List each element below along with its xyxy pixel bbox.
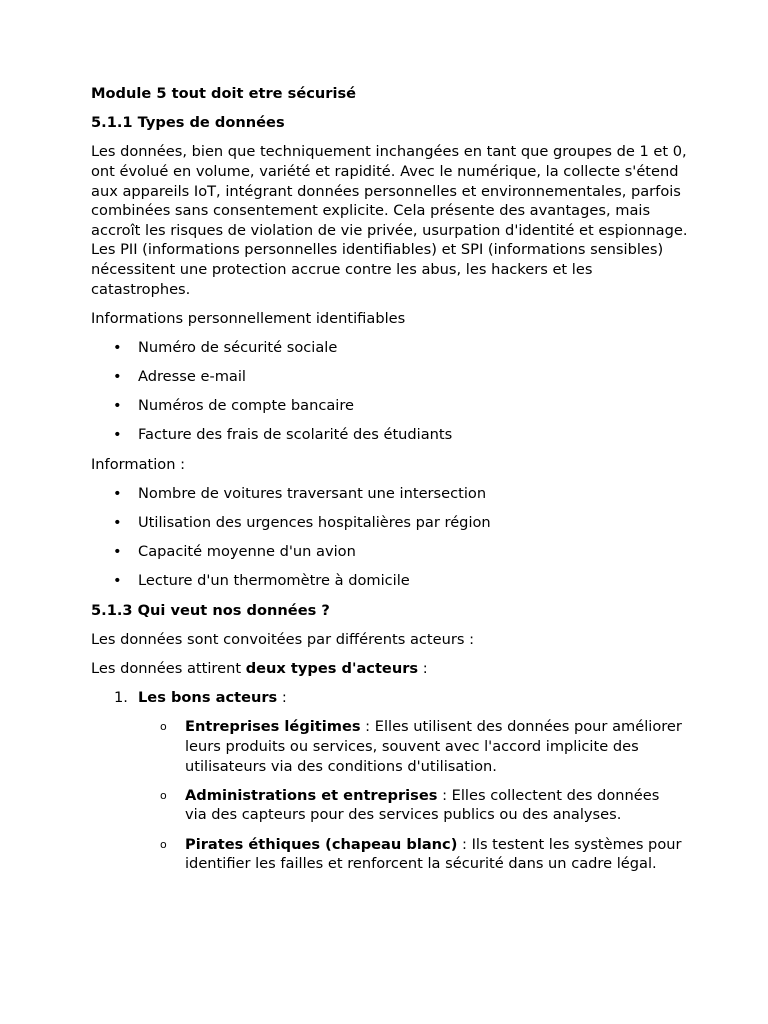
section-intro-who: Les données sont convoitées par différents acteurs : (91, 630, 475, 648)
sub-item-text: : Elles utilisent des données pour améliorer leurs produits ou services, souvent avec l'accord implicite des utilisateurs via des conditions d'utilisation. (185, 718, 682, 775)
pii-list (91, 338, 691, 445)
bullet-icon: • (113, 397, 122, 415)
attract-prefix: Les données attirent (91, 659, 246, 677)
list-item-good-actors (91, 688, 691, 874)
bullet-icon: • (113, 543, 122, 561)
list-item (91, 542, 691, 562)
section-paragraph-types: Les données, bien que techniquement inchangées en tant que groupes de 1 et 0, ont évolué en volume, variété et rapidité. Avec le numérique, la collecte s'étend aux appareils IoT, intégrant données personnelles et environnementales, parfois combinées sans consentement explicite. Cela présente des avantages, mais accroît les risques de violation de vie privée, usurpation d'identité et espionnage. Les PII (informations personnelles identifiables) et SPI (informations sensibles) nécessitent une protection accrue contre les abus, les hackers et les catastrophes. (91, 143, 688, 298)
bullet-icon: • (113, 572, 122, 590)
sub-item-bold: Pirates éthiques (chapeau blanc) (185, 835, 458, 853)
good-actors-suffix: : (277, 689, 287, 707)
attract-bold: deux types d'acteurs (245, 659, 419, 677)
sub-item-text: : Ils testent les systèmes pour identifier les failles et renforcent la sécurité dans un cadre légal. (185, 835, 682, 873)
circle-bullet-icon: o (160, 837, 167, 851)
list-item-text: Adresse e-mail (138, 368, 246, 386)
circle-bullet-icon: o (160, 788, 167, 802)
actors-list (91, 688, 691, 874)
sub-item-bold: Entreprises légitimes (185, 718, 361, 736)
list-item (91, 425, 691, 445)
list-item (91, 396, 691, 416)
list-item-text: Capacité moyenne d'un avion (138, 543, 356, 561)
sub-list-item (138, 835, 685, 874)
circle-bullet-icon: o (160, 720, 167, 734)
good-actors-label: Les bons acteurs (138, 689, 278, 707)
section-heading-types: 5.1.1 Types de données (91, 114, 285, 132)
good-actors-sublist (138, 717, 691, 873)
list-item-text: Utilisation des urgences hospitalières par région (138, 514, 491, 532)
sub-item-bold: Administrations et entreprises (185, 786, 438, 804)
bullet-icon: • (113, 514, 122, 532)
info-label: Information : (91, 455, 186, 473)
list-item (91, 338, 691, 358)
pii-label: Informations personnellement identifiables (91, 309, 406, 327)
bullet-icon: • (113, 484, 122, 502)
bullet-icon: • (113, 338, 122, 356)
bullet-icon: • (113, 368, 122, 386)
document-title: Module 5 tout doit etre sécurisé (91, 85, 357, 102)
section-heading-who: 5.1.3 Qui veut nos données ? (91, 601, 330, 619)
attract-suffix: : (418, 659, 428, 677)
list-item-text: Nombre de voitures traversant une intersection (138, 484, 487, 502)
attract-sentence (91, 659, 691, 679)
list-item-text: Numéros de compte bancaire (138, 397, 354, 415)
list-item-text: Facture des frais de scolarité des étudiants (138, 426, 453, 444)
sub-item-text: : Elles collectent des données via des capteurs pour des services publics ou des analyses. (185, 786, 660, 824)
bullet-icon: • (113, 426, 122, 444)
list-item (91, 513, 691, 533)
info-list (91, 484, 691, 591)
sub-list-item (138, 786, 685, 825)
list-item (91, 571, 691, 591)
list-item (91, 367, 691, 387)
list-item (91, 484, 691, 504)
document-content (91, 84, 691, 883)
list-item-text: Lecture d'un thermomètre à domicile (138, 572, 410, 590)
list-number: 1. (114, 689, 128, 707)
list-item-text: Numéro de sécurité sociale (138, 338, 338, 356)
sub-list-item (138, 717, 685, 776)
